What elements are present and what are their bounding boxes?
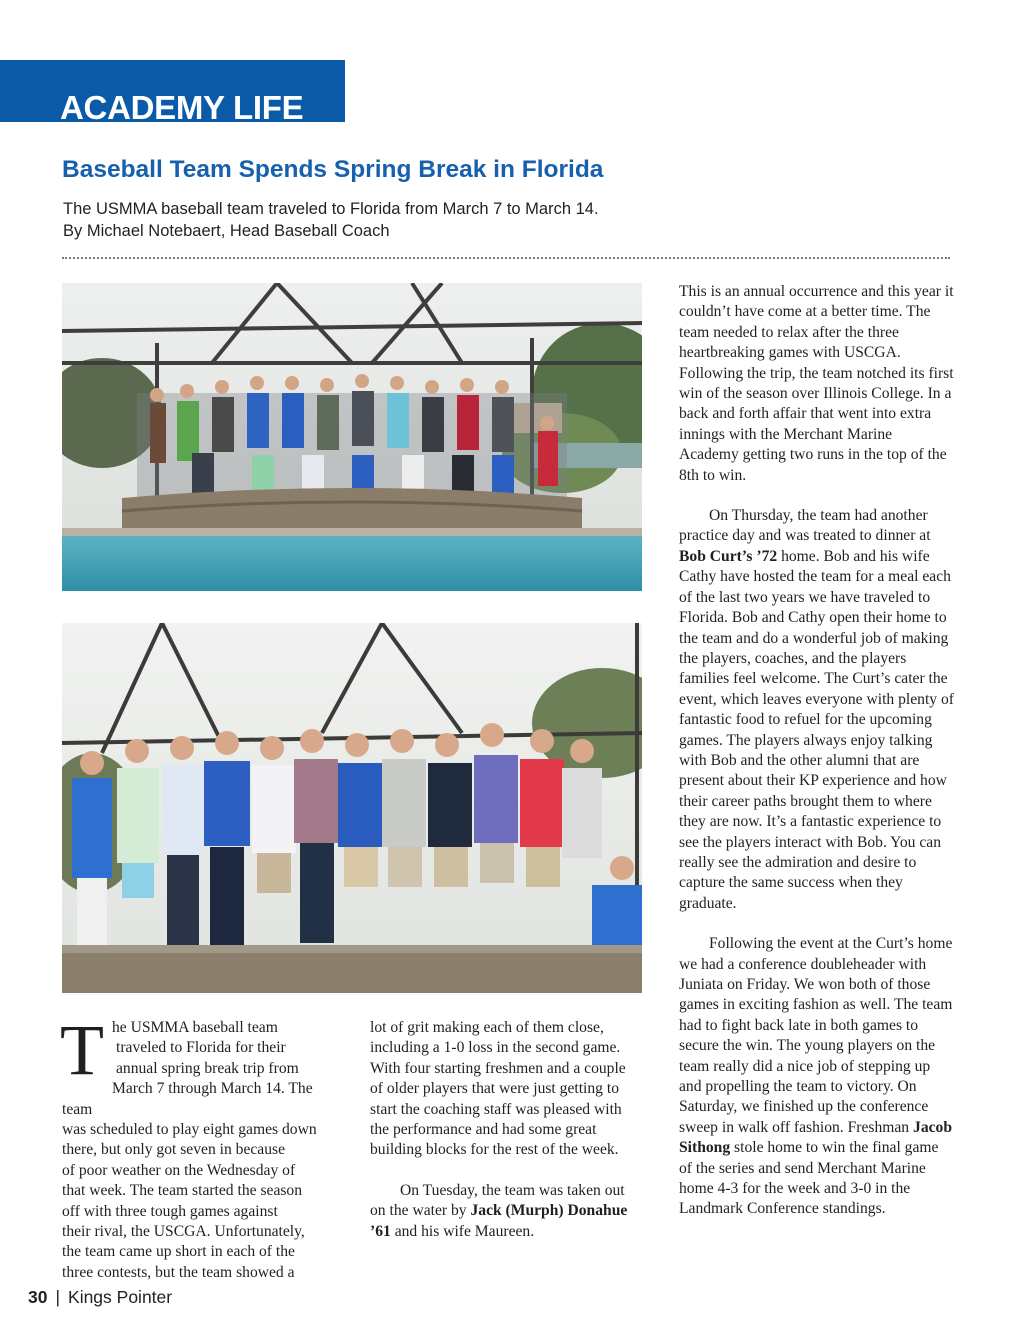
player-name: Jacob Sithong bbox=[679, 1118, 952, 1157]
body-line: was scheduled to play eight games down bbox=[62, 1121, 317, 1139]
body-text: home. Bob and his wife Cathy have hosted the team for a meal each of the last two years we have traveled to Florida. Bob and Cathy open their home to the team and do a wonderful job of making the players, coaches, and the players families feel welcome. The Curt’s cater the event, which leaves everyone with plenty of fantastic food to refuel for the upcoming games. The players always enjoy talking with Bob and the other alumni that are present about their KP experience and how their career paths brought them to where they are now. It’s a fantastic experience to see the players interact with Bob. You can really see the admiration and desire to capture the same success when they graduate. bbox=[679, 547, 954, 912]
body-line: off with three tough games against bbox=[62, 1202, 278, 1220]
team-photo-standing bbox=[62, 623, 642, 993]
alumnus-name: Bob Curt’s ’72 bbox=[679, 547, 778, 565]
body-paragraph: lot of grit making each of them close, including a 1-0 loss in the second game. With four starting freshmen and a couple of older players that were just getting to start the coaching staff was pleased with the performance and had some great building blocks for the rest of the week. bbox=[370, 1019, 626, 1159]
article-byline: By Michael Notebaert, Head Baseball Coach bbox=[63, 222, 390, 240]
body-line: traveled to Florida for their bbox=[116, 1039, 286, 1057]
article-column-1 bbox=[60, 1010, 332, 1283]
page-number: 30 bbox=[28, 1287, 48, 1307]
body-paragraph bbox=[679, 506, 954, 914]
body-line: that week. The team started the season bbox=[62, 1182, 303, 1200]
body-line: annual spring break trip from bbox=[116, 1059, 299, 1077]
body-paragraph bbox=[679, 934, 954, 1220]
body-paragraph bbox=[370, 1181, 642, 1242]
body-line: there, but only got seven in because bbox=[62, 1141, 286, 1159]
section-title: ACADEMY LIFE bbox=[60, 89, 304, 122]
body-text: Following the event at the Curt’s home we had a conference doubleheader with Juniata on Friday. We won both of those games in exciting fashion as well. The team had to fight back late in both games to secure the win. The young players on the team really did a nice job of stepping up and propelling the team to victory. On Saturday, we finished up the conference sweep in walk off fashion. Freshman bbox=[679, 935, 953, 1136]
article-subtitle: The USMMA baseball team traveled to Florida from March 7 to March 14. bbox=[63, 200, 599, 218]
body-line: three contests, but the team showed a bbox=[62, 1263, 295, 1281]
body-line: he USMMA baseball team bbox=[111, 1019, 278, 1036]
article-deck bbox=[63, 198, 599, 242]
body-line: March 7 through March 14. The team bbox=[62, 1080, 313, 1118]
body-paragraph: This is an annual occurrence and this year it couldn’t have come at a better time. The team needed to relax after the three heartbreaking games with USCGA. Following the trip, the team notched its first win of the season over Illinois College. In a back and forth affair that went into extra innings with the Merchant Marine Academy getting two runs in the top of the 8th to win. bbox=[679, 283, 954, 484]
article-headline: Baseball Team Spends Spring Break in Florida bbox=[62, 156, 604, 183]
body-text: and his wife Maureen. bbox=[390, 1222, 535, 1240]
page-footer bbox=[28, 1287, 172, 1308]
body-line: of poor weather on the Wednesday of bbox=[62, 1161, 296, 1179]
dotted-divider bbox=[62, 257, 950, 259]
article-column-3 bbox=[679, 282, 954, 1220]
team-photo-poolside bbox=[62, 283, 642, 591]
body-text: On Thursday, the team had another practice day and was treated to dinner at bbox=[679, 507, 931, 545]
alumnus-name: Jack (Murph) Donahue ’61 bbox=[370, 1202, 628, 1240]
body-line: the team came up short in each of the bbox=[62, 1243, 295, 1261]
article-column-2 bbox=[370, 1018, 642, 1242]
body-text: On Tuesday, the team was taken out on the water by bbox=[370, 1181, 625, 1220]
footer-separator: | bbox=[55, 1287, 61, 1307]
drop-cap: T bbox=[60, 1010, 104, 1090]
publication-name: Kings Pointer bbox=[68, 1287, 173, 1307]
body-text: stole home to win the final game of the series and send Merchant Marine home 4-3 for the week and 3-0 in the Landmark Conference standings. bbox=[679, 1139, 939, 1218]
body-line: their rival, the USCGA. Unfortunately, bbox=[62, 1223, 305, 1241]
